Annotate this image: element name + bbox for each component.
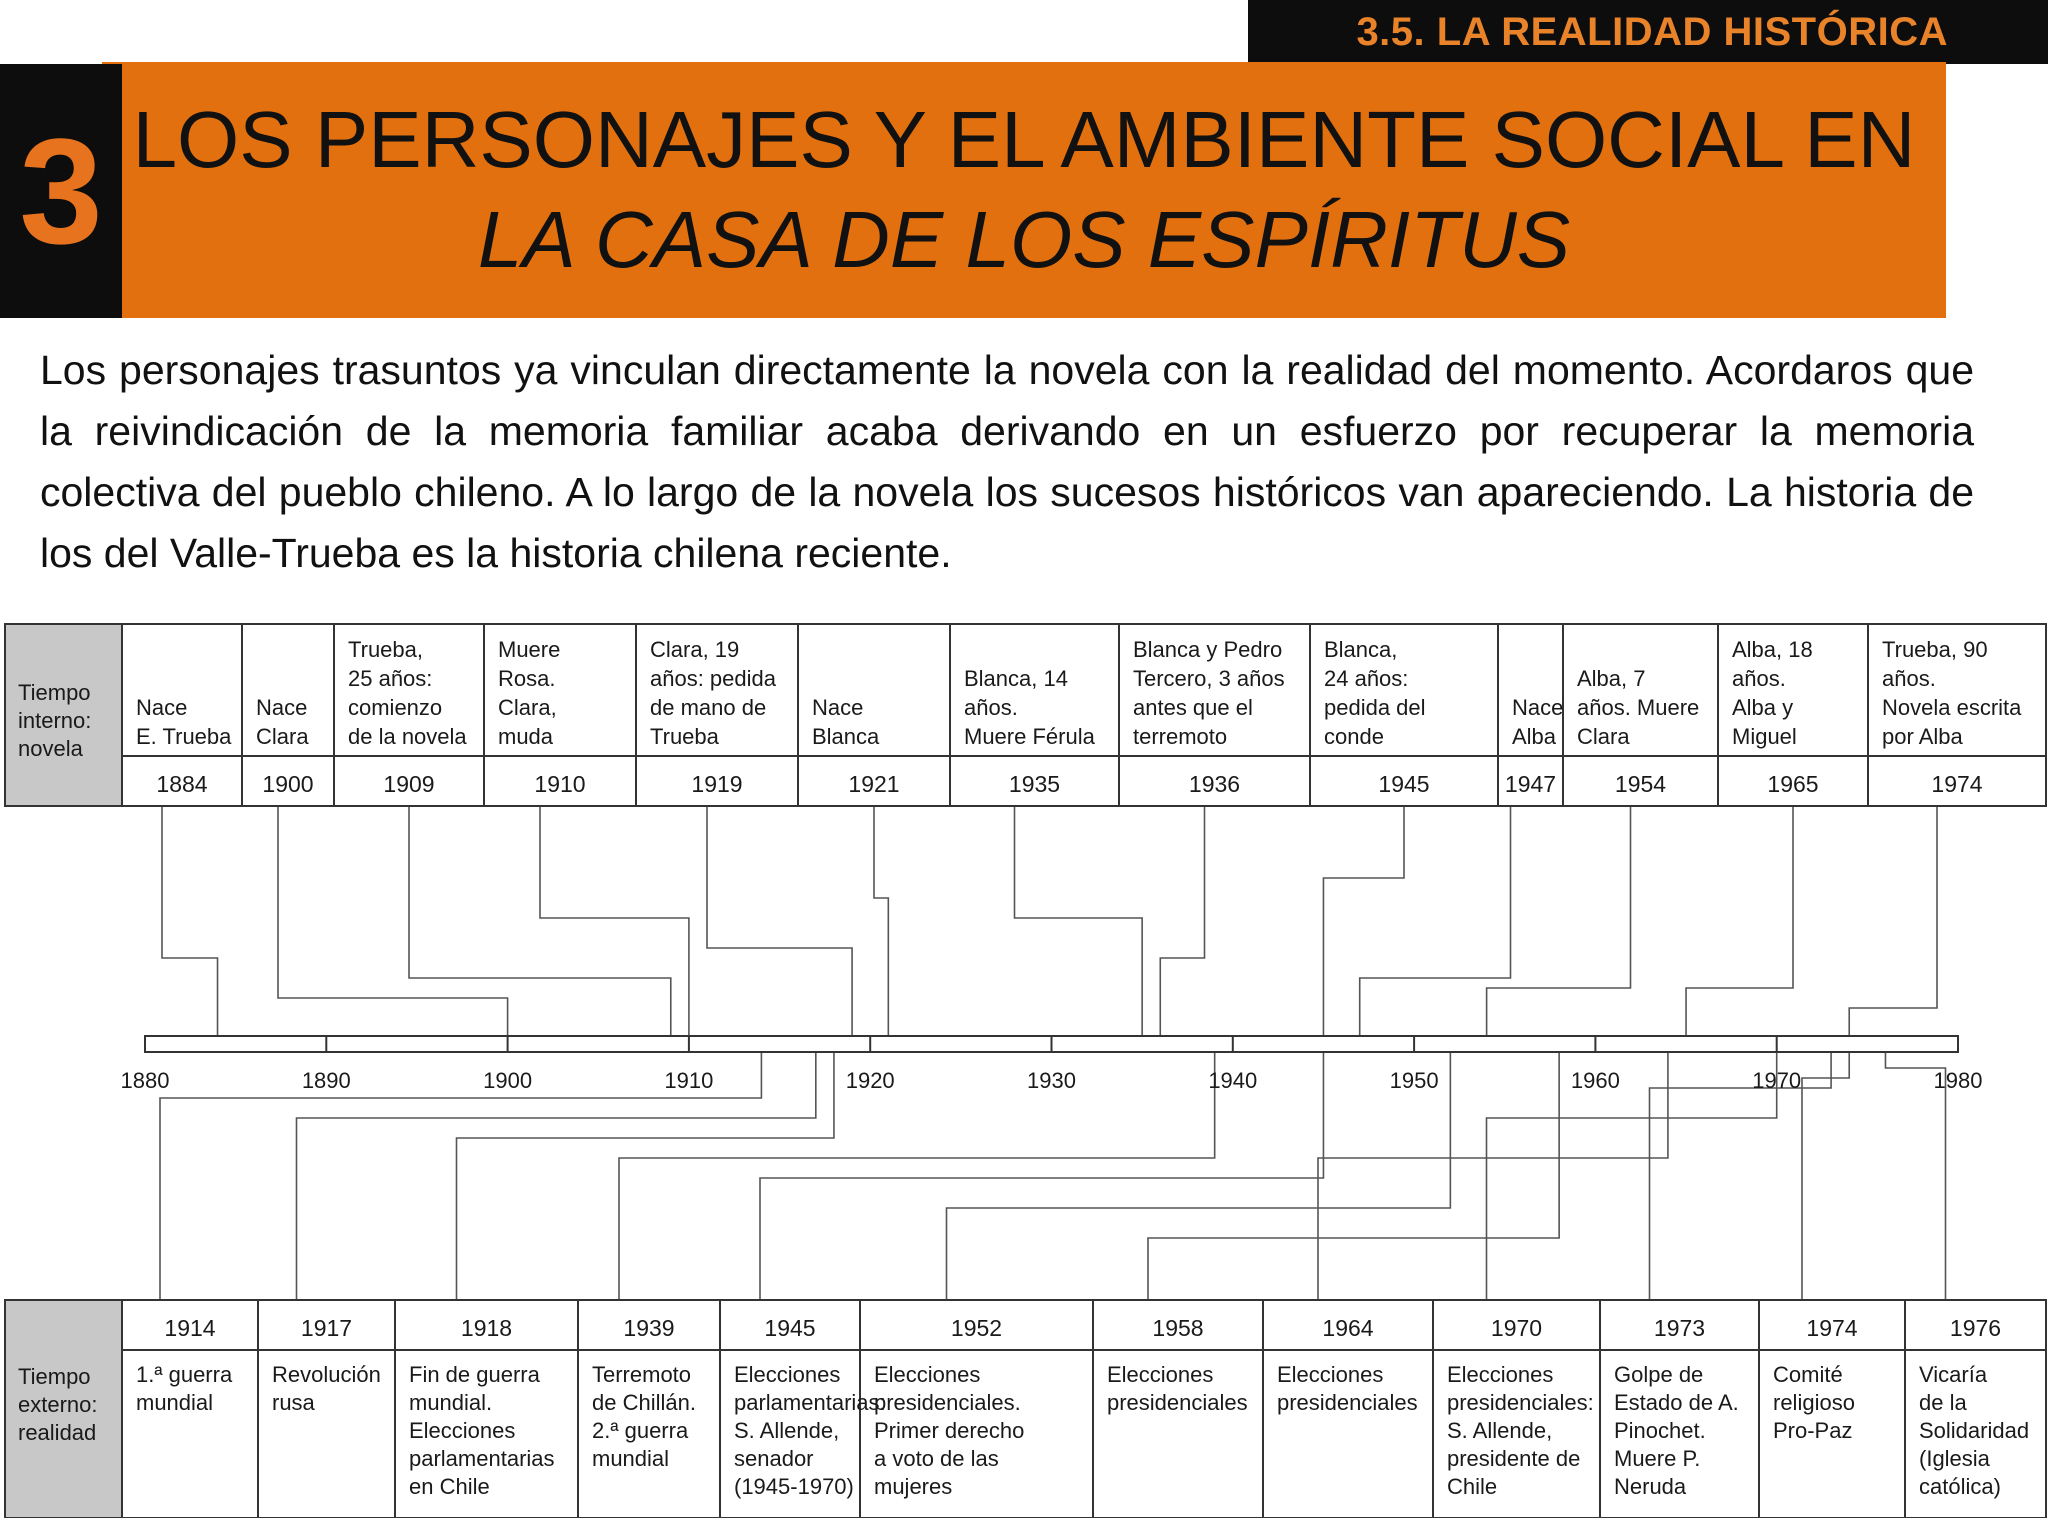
real-connector	[297, 1052, 816, 1300]
real-event-year: 1917	[300, 1315, 353, 1341]
novel-event-year: 1910	[534, 771, 586, 797]
novel-event-text: Alba, 7	[1577, 666, 1646, 691]
page-title-line1: LOS PERSONAJES Y EL AMBIENTE SOCIAL EN	[132, 95, 1916, 184]
real-event-text: católica)	[1919, 1474, 2001, 1499]
novel-event-text: pedida del	[1324, 695, 1426, 720]
real-event-text: Neruda	[1614, 1474, 1687, 1499]
real-event-year: 1964	[1322, 1315, 1374, 1341]
title-band	[102, 62, 1946, 318]
novel-event-year: 1965	[1767, 771, 1819, 797]
real-event-text: mujeres	[874, 1474, 953, 1499]
novel-event-cell	[498, 637, 586, 797]
real-event-text: mundial.	[409, 1390, 493, 1415]
axis-tick-label: 1930	[1027, 1068, 1076, 1093]
novel-event-cell	[1133, 637, 1285, 797]
axis-tick-label: 1920	[845, 1068, 895, 1093]
real-connector	[1802, 1052, 1849, 1300]
novel-event-text: Miguel	[1732, 724, 1797, 749]
real-event-cell	[1614, 1315, 1739, 1499]
novel-event-text: Muere	[498, 637, 561, 662]
novel-event-text: Clara	[1577, 724, 1630, 749]
real-event-text: S. Allende,	[1447, 1418, 1553, 1443]
novel-event-text: años.	[964, 695, 1018, 720]
novel-connector	[1323, 806, 1404, 1036]
real-event-text: Fin de guerra	[409, 1362, 540, 1387]
novel-event-text: Rosa.	[498, 666, 556, 691]
novel-event-year: 1936	[1188, 771, 1241, 797]
novel-event-text: E. Trueba	[136, 724, 232, 749]
real-event-text: presidenciales	[1277, 1390, 1418, 1415]
real-event-text: Golpe de	[1614, 1362, 1704, 1387]
real-event-cell	[734, 1315, 886, 1499]
novel-event-text: años.	[1732, 666, 1786, 691]
real-event-text: mundial	[136, 1390, 214, 1415]
novel-event-year: 1884	[156, 771, 208, 797]
novel-event-text: Muere Férula	[964, 724, 1095, 749]
real-event-text: a voto de las	[874, 1446, 999, 1471]
novel-event-year: 1909	[383, 771, 435, 797]
real-connector	[1650, 1052, 1832, 1300]
novel-event-text: Blanca	[812, 724, 880, 749]
novel-event-text: antes que el	[1133, 695, 1253, 720]
page-title-line2: LA CASA DE LOS ESPÍRITUS	[477, 195, 1571, 284]
novel-event-cell	[348, 637, 467, 797]
real-event-text: Revolución	[272, 1362, 381, 1387]
axis-tick-label: 1880	[120, 1068, 170, 1093]
real-event-text: parlamentarias	[409, 1446, 555, 1471]
novel-connector	[707, 806, 852, 1036]
novel-event-text: terremoto	[1133, 724, 1228, 749]
real-event-text: Elecciones	[409, 1418, 516, 1443]
novel-connector	[1849, 806, 1937, 1036]
real-event-text: 2.ª guerra	[592, 1418, 689, 1443]
axis-tick-label: 1950	[1389, 1068, 1439, 1093]
novel-event-text: Alba, 18	[1732, 637, 1813, 662]
novel-event-cell	[1882, 637, 2022, 797]
novel-event-cell	[256, 695, 314, 797]
axis-tick-label: 1980	[1933, 1068, 1983, 1093]
novel-connector	[1015, 806, 1143, 1036]
novel-event-cell	[812, 695, 900, 797]
real-connector	[1487, 1052, 1777, 1300]
novel-event-year: 1954	[1614, 771, 1667, 797]
novel-event-text: Alba	[1512, 724, 1557, 749]
novel-event-text: años. Muere	[1577, 695, 1700, 720]
novel-connector	[1487, 806, 1631, 1036]
real-event-year: 1939	[623, 1315, 675, 1341]
real-event-text: Elecciones	[1447, 1362, 1554, 1387]
real-event-text: presidenciales.	[874, 1390, 1021, 1415]
real-event-cell	[1447, 1315, 1594, 1499]
novel-events-table	[5, 624, 2046, 806]
real-event-text: de Chillán.	[592, 1390, 696, 1415]
novel-event-year: 1947	[1504, 771, 1557, 797]
real-event-text: Pinochet.	[1614, 1418, 1706, 1443]
timeline-diagram	[0, 618, 2048, 1518]
real-event-text: senador	[734, 1446, 814, 1471]
novel-event-text: por Alba	[1882, 724, 1963, 749]
novel-event-text: Nace	[136, 695, 188, 720]
novel-event-text: Tercero, 3 años	[1133, 666, 1285, 691]
real-event-text: Estado de A.	[1614, 1390, 1739, 1415]
novel-event-year: 1935	[1008, 771, 1061, 797]
real-event-text: Primer derecho	[874, 1418, 1025, 1443]
novel-event-text: Novela escrita	[1882, 695, 2022, 720]
novel-event-text: Clara,	[498, 695, 557, 720]
axis-tick-label: 1900	[483, 1068, 533, 1093]
real-event-text: en Chile	[409, 1474, 490, 1499]
novel-connector	[278, 806, 508, 1036]
real-event-text: Pro-Paz	[1773, 1418, 1853, 1443]
novel-event-text: Trueba,	[348, 637, 424, 662]
real-event-cell	[1277, 1315, 1418, 1415]
real-event-year: 1970	[1490, 1315, 1543, 1341]
novel-event-text: Nace	[256, 695, 308, 720]
real-event-text: Solidaridad	[1919, 1418, 2030, 1443]
real-event-year: 1958	[1152, 1315, 1204, 1341]
novel-event-text: de mano de	[650, 695, 767, 720]
novel-event-text: años.	[1882, 666, 1936, 691]
novel-event-text: Trueba	[650, 724, 719, 749]
novel-label-text: interno:	[18, 708, 92, 733]
novel-event-year: 1919	[691, 771, 743, 797]
novel-event-text: Clara, 19	[650, 637, 740, 662]
novel-label-text: Tiempo	[18, 680, 91, 705]
real-event-text: Comité	[1773, 1362, 1843, 1387]
novel-connector	[1160, 806, 1204, 1036]
real-event-text: S. Allende,	[734, 1418, 840, 1443]
real-label-text: Tiempo	[18, 1364, 91, 1389]
chapter-number-box	[0, 64, 122, 318]
axis-tick-label: 1940	[1208, 1068, 1258, 1093]
novel-event-text: años: pedida	[650, 666, 776, 691]
novel-event-text: Alba y	[1732, 695, 1794, 720]
novel-event-cell	[1577, 666, 1699, 797]
real-events-table	[5, 1300, 2046, 1518]
real-event-text: Elecciones	[734, 1362, 841, 1387]
novel-event-text: Clara	[256, 724, 309, 749]
intro-paragraph	[40, 340, 1974, 584]
real-event-text: presidente de	[1447, 1446, 1581, 1471]
real-event-cell	[1773, 1315, 1858, 1443]
section-header-bar	[1248, 0, 2048, 64]
timeline-svg	[0, 618, 2048, 1518]
real-event-cell	[409, 1315, 555, 1499]
novel-event-text: Blanca, 14	[964, 666, 1068, 691]
real-event-text: (Iglesia	[1919, 1446, 1990, 1471]
real-event-year: 1914	[164, 1315, 216, 1341]
novel-event-text: de la novela	[348, 724, 467, 749]
real-event-year: 1918	[460, 1315, 513, 1341]
novel-connector	[162, 806, 218, 1036]
novel-label-text: novela	[18, 736, 83, 761]
novel-connector	[1686, 806, 1793, 1036]
real-event-text: presidenciales	[1107, 1390, 1248, 1415]
real-label-text: externo:	[18, 1392, 98, 1417]
intro-text: Los personajes trasuntos ya vinculan directamente la novela con la realidad del momento. Acordaros que la reivindicación de la memoria familiar acaba derivando en un esfuerzo por recuperar la memoria colectiva del pueblo chileno. A lo largo de la novela los sucesos históricos van apareciendo. La historia de los del Valle-Trueba es la historia chilena reciente.	[40, 347, 1974, 576]
real-event-year: 1952	[950, 1315, 1003, 1341]
axis-tick-label: 1970	[1752, 1068, 1802, 1093]
novel-event-cell	[1505, 695, 1563, 797]
novel-event-text: Blanca y Pedro	[1133, 637, 1283, 662]
novel-event-text: muda	[498, 724, 554, 749]
real-event-text: Elecciones	[874, 1362, 981, 1387]
real-event-text: (1945-1970)	[734, 1474, 854, 1499]
novel-event-cell	[1324, 637, 1430, 797]
real-event-text: 1.ª guerra	[136, 1362, 233, 1387]
real-event-year: 1945	[764, 1315, 816, 1341]
novel-connector	[1360, 806, 1511, 1036]
real-event-text: Chile	[1447, 1474, 1498, 1499]
novel-event-cell	[136, 695, 232, 797]
novel-event-text: conde	[1324, 724, 1384, 749]
novel-event-text: 25 años:	[348, 666, 433, 691]
real-event-text: rusa	[272, 1390, 315, 1415]
novel-event-year: 1945	[1378, 771, 1430, 797]
novel-event-text: Trueba, 90	[1882, 637, 1988, 662]
real-event-text: de la	[1919, 1390, 1967, 1415]
real-event-text: Vicaría	[1919, 1362, 1988, 1387]
real-event-cell	[1919, 1315, 2029, 1499]
real-event-text: Elecciones	[1107, 1362, 1214, 1387]
real-event-cell	[1107, 1315, 1248, 1415]
novel-event-text: 24 años:	[1324, 666, 1409, 691]
real-event-text: presidenciales:	[1447, 1390, 1594, 1415]
novel-event-text: Nace	[1512, 695, 1564, 720]
chapter-number: 3	[19, 107, 103, 275]
real-event-year: 1976	[1949, 1315, 2002, 1341]
real-event-cell	[592, 1315, 696, 1471]
novel-connector	[540, 806, 689, 1036]
axis-tick-label: 1910	[664, 1068, 714, 1093]
real-event-text: mundial	[592, 1446, 670, 1471]
real-event-text: Terremoto	[592, 1362, 692, 1387]
time-axis	[121, 1036, 1983, 1093]
section-label: 3.5. LA REALIDAD HISTÓRICA	[1356, 9, 1948, 54]
novel-event-cell	[964, 666, 1096, 797]
novel-event-cell	[650, 637, 777, 797]
novel-event-text: Nace	[812, 695, 864, 720]
real-event-year: 1974	[1806, 1315, 1858, 1341]
novel-event-text: Blanca,	[1324, 637, 1398, 662]
axis-tick-label: 1960	[1570, 1068, 1620, 1093]
real-event-cell	[136, 1315, 233, 1415]
real-event-text: Elecciones	[1277, 1362, 1384, 1387]
real-label-text: realidad	[18, 1420, 97, 1445]
novel-connector	[874, 806, 888, 1036]
real-event-text: religioso	[1773, 1390, 1855, 1415]
real-event-cell	[272, 1315, 381, 1415]
novel-event-year: 1921	[848, 771, 900, 797]
real-connector	[947, 1052, 1451, 1300]
axis-tick-label: 1890	[301, 1068, 351, 1093]
novel-event-year: 1900	[262, 771, 314, 797]
real-event-text: Muere P.	[1614, 1446, 1701, 1471]
novel-event-cell	[1732, 637, 1819, 797]
real-event-text: parlamentarias:	[734, 1390, 886, 1415]
real-event-year: 1973	[1653, 1315, 1706, 1341]
novel-event-year: 1974	[1931, 771, 1983, 797]
novel-event-text: comienzo	[348, 695, 443, 720]
real-event-cell	[874, 1315, 1024, 1499]
